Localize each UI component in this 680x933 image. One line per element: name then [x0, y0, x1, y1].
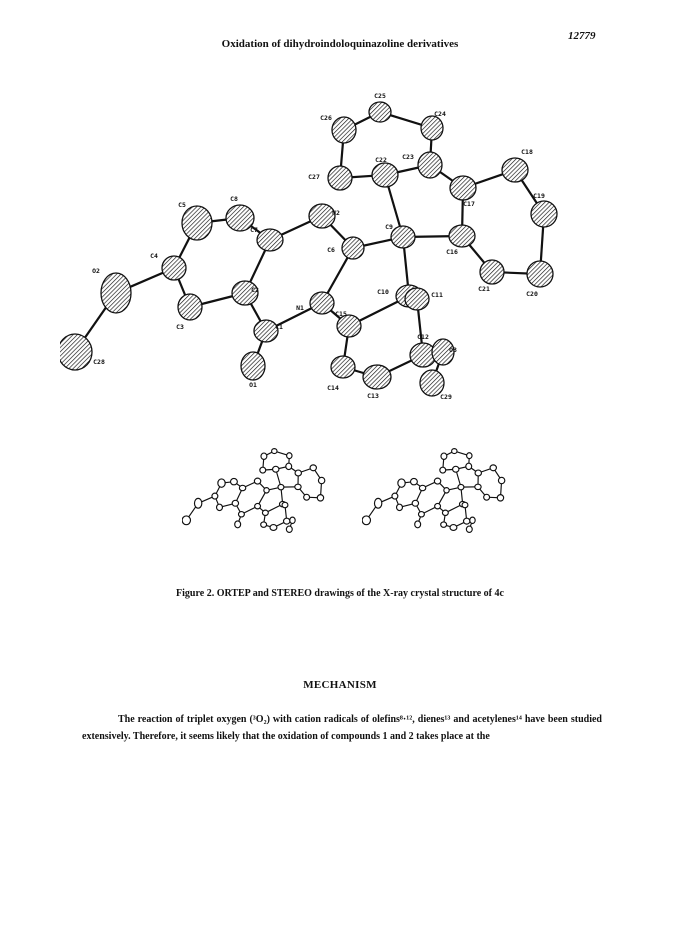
atom-c9 [278, 484, 284, 489]
ortep-drawing [60, 80, 580, 400]
atom-c24 [287, 453, 292, 459]
atom-label-c19: C19 [533, 192, 545, 200]
atom-label-c4: C4 [150, 252, 158, 260]
atom-c17 [475, 470, 481, 476]
atom-c16 [295, 484, 301, 489]
atom-c8 [230, 478, 237, 484]
atom-label-c25: C25 [374, 92, 386, 100]
atom-label-c5: C5 [178, 201, 186, 209]
atom-c6 [342, 237, 364, 259]
atom-c4 [392, 493, 398, 499]
atom-c19 [531, 201, 557, 227]
atom-label-c15: C15 [335, 310, 347, 318]
page-number: 12779 [568, 30, 596, 42]
atom-c18 [502, 158, 528, 182]
atom-label-o1: O1 [249, 381, 257, 389]
atom-c13 [363, 365, 391, 389]
atom-c21 [480, 260, 504, 284]
atom-label-c21: C21 [478, 285, 490, 293]
atom-c4 [212, 493, 218, 499]
stereo-view-right [362, 428, 512, 548]
atom-c20 [527, 261, 553, 287]
atom-n2 [254, 478, 260, 484]
atom-label-c10: C10 [377, 288, 389, 296]
atom-c1 [418, 512, 424, 517]
atom-c29 [466, 526, 472, 532]
atom-c4 [162, 256, 186, 280]
atom-c14 [261, 522, 267, 527]
ortep-bonds [75, 112, 544, 383]
atom-o3 [470, 517, 475, 523]
atom-c5 [218, 479, 225, 487]
atom-c28 [60, 334, 92, 370]
atom-n1 [255, 503, 261, 508]
atom-label-c8: C8 [230, 195, 238, 203]
atom-label-c14: C14 [327, 384, 339, 392]
atom-label-c18: C18 [521, 148, 533, 156]
ortep-atoms [60, 102, 557, 396]
atom-c12 [284, 518, 290, 524]
atom-n1 [435, 503, 441, 508]
atom-c26 [441, 453, 447, 459]
atom-label-c23: C23 [402, 153, 414, 161]
atom-c24 [467, 453, 472, 459]
atom-c13 [270, 525, 277, 531]
atom-c3 [397, 504, 403, 510]
atom-label-n1: N1 [296, 304, 304, 312]
atom-c7 [239, 485, 245, 490]
atom-c25 [272, 449, 277, 454]
atom-c5 [398, 479, 405, 487]
atom-label-c2: C2 [251, 286, 259, 294]
atom-c15 [442, 510, 448, 515]
atom-label-c3: C3 [176, 323, 184, 331]
atom-c9 [458, 484, 464, 489]
atom-o3 [290, 517, 295, 523]
atom-c5 [182, 206, 212, 240]
atom-o1 [241, 352, 265, 380]
atom-c13 [450, 525, 457, 531]
atom-n2 [434, 478, 440, 484]
atom-o2 [101, 273, 131, 313]
atom-c16 [475, 484, 481, 489]
atom-c20 [497, 495, 503, 501]
atom-c3 [217, 504, 223, 510]
atom-label-c17: C17 [463, 200, 475, 208]
atom-c1 [238, 512, 244, 517]
body-paragraph: The reaction of triplet oxygen (³O₂) with cation radicals of olefins⁸·¹², dienes¹³ and acetylenes¹⁴ have been studied extensively. Therefore, it seems likely that the oxidation of compounds 1 and 2 takes place at the [82, 714, 602, 742]
atom-label-o2: O2 [92, 267, 100, 275]
atom-c19 [498, 477, 504, 483]
atom-label-c1: C1 [275, 323, 283, 331]
atom-c14 [441, 522, 447, 527]
atom-o1 [415, 521, 421, 528]
atom-label-c16: C16 [446, 248, 458, 256]
atom-c28 [182, 516, 190, 525]
atom-c17 [295, 470, 301, 476]
atom-c28 [362, 516, 370, 525]
atom-o1 [235, 521, 241, 528]
atom-c29 [286, 526, 292, 532]
atom-c6 [444, 488, 449, 493]
atom-c18 [310, 465, 316, 471]
atom-c18 [490, 465, 496, 471]
atom-c16 [449, 225, 475, 247]
running-title: Oxidation of dihydroindoloquinazoline derivatives [221, 38, 459, 50]
atom-c26 [261, 453, 267, 459]
atom-c11 [282, 502, 288, 507]
atom-c2 [232, 500, 238, 506]
figure-caption: Figure 2. ORTEP and STEREO drawings of the X-ray crystal structure of 4c [176, 588, 504, 599]
atom-c25 [452, 449, 457, 454]
atom-c26 [332, 117, 356, 143]
atom-label-c28: C28 [93, 358, 105, 366]
atom-c19 [318, 477, 324, 483]
atom-c9 [391, 226, 415, 248]
atom-label-c6: C6 [327, 246, 335, 254]
atom-label-c11: C11 [431, 291, 443, 299]
atom-c8 [410, 478, 417, 484]
atom-n1 [310, 292, 334, 314]
atom-c11 [462, 502, 468, 507]
atom-c22 [372, 163, 398, 187]
atom-c23 [418, 152, 442, 178]
atom-c27 [328, 166, 352, 190]
atom-c27 [260, 467, 266, 473]
atom-c12 [464, 518, 470, 524]
atom-c20 [317, 495, 323, 501]
atom-c6 [264, 488, 269, 493]
atom-c2 [412, 500, 418, 506]
atom-c23 [466, 463, 472, 469]
body-text [82, 711, 602, 745]
stereo-view-left [182, 428, 332, 548]
atom-o2 [374, 498, 381, 508]
atom-c22 [273, 466, 279, 472]
atom-c27 [440, 467, 446, 473]
atom-c14 [331, 356, 355, 378]
atom-label-c12: C12 [417, 333, 429, 341]
atom-c24 [421, 116, 443, 140]
atom-c23 [286, 463, 292, 469]
atom-o2 [194, 498, 201, 508]
atom-label-n2: N2 [332, 209, 340, 217]
atom-c22 [453, 466, 459, 472]
atom-label-c20: C20 [526, 290, 538, 298]
atom-label-c24: C24 [434, 110, 446, 118]
atom-label-c29: C29 [440, 393, 452, 400]
atom-c7 [419, 485, 425, 490]
atom-label-c9: C9 [385, 223, 393, 231]
atom-c21 [484, 494, 490, 500]
atom-label-o3: O3 [449, 346, 457, 354]
atom-c3 [178, 294, 202, 320]
ortep-labels [92, 92, 545, 400]
atom-c15 [337, 315, 361, 337]
atom-label-c7: C7 [250, 226, 258, 234]
atom-label-c22: C22 [375, 156, 387, 164]
section-heading: MECHANISM [303, 679, 377, 691]
atom-c7 [257, 229, 283, 251]
atom-c25 [369, 102, 391, 122]
atom-c17 [450, 176, 476, 200]
atom-label-c13: C13 [367, 392, 379, 400]
atom-c11 [405, 288, 429, 310]
atom-c21 [304, 494, 310, 500]
atom-label-c26: C26 [320, 114, 332, 122]
atom-label-c27: C27 [308, 173, 320, 181]
atom-c15 [262, 510, 268, 515]
